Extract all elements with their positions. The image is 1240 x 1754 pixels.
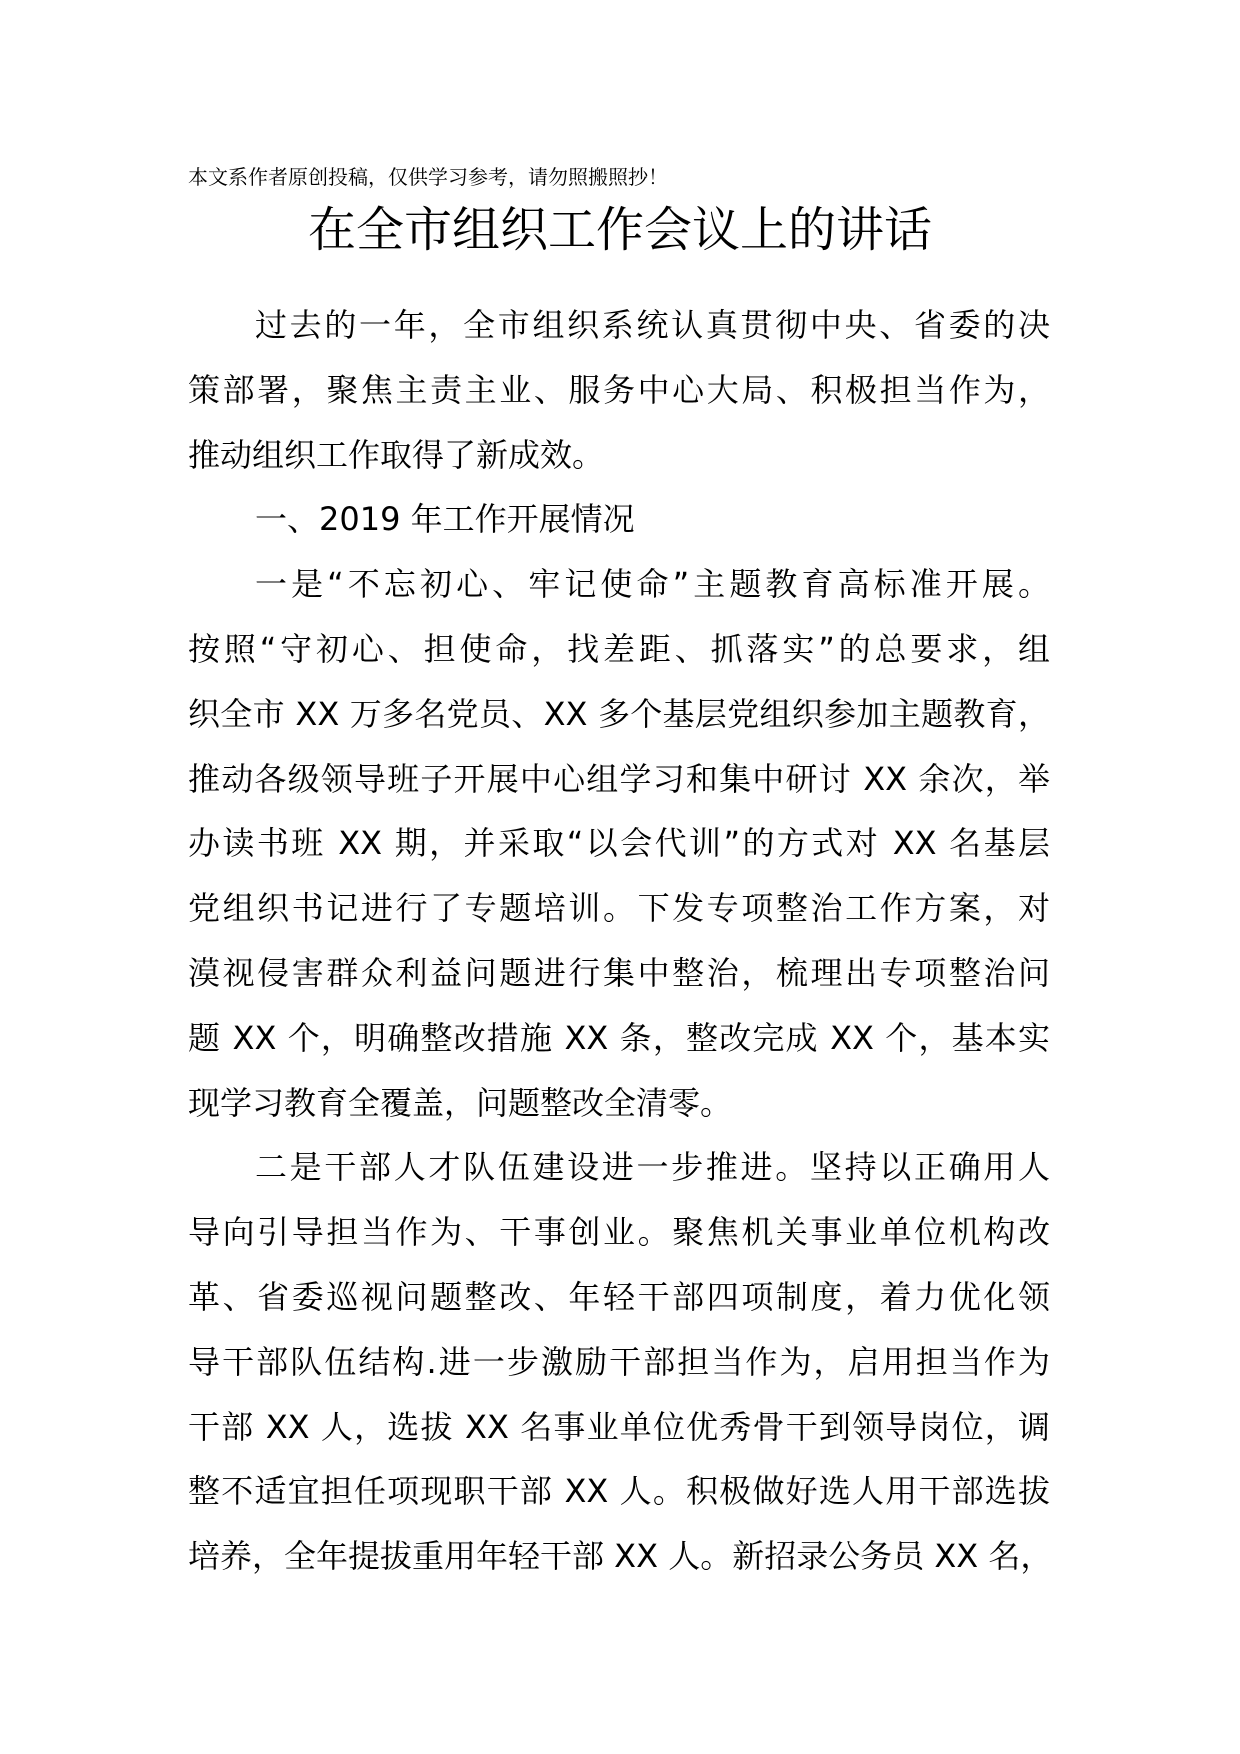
paragraph-line: 培养，全年提拔重用年轻干部 XX 人。新招录公务员 XX 名， (188, 1537, 1053, 1576)
paragraph-line: 党组织书记进行了专题培训。下发专项整治工作方案，对 (188, 889, 1050, 928)
paragraph-line: 办读书班 XX 期，并采取“以会代训”的方式对 XX 名基层 (188, 824, 1050, 863)
paragraph-line: 现学习教育全覆盖，问题整改全清零。 (188, 1083, 733, 1122)
document-title: 在全市组织工作会议上的讲话 (307, 202, 932, 258)
paragraph-line: 一是“不忘初心、牢记使命”主题教育高标准开展。 (255, 565, 1050, 604)
paragraph-line: 革、省委巡视问题整改、年轻干部四项制度，着力优化领 (188, 1277, 1050, 1316)
paragraph-line: 漠视侵害群众利益问题进行集中整治，梳理出专项整治问 (188, 953, 1050, 992)
paragraph-line: 织全市 XX 万多名党员、XX 多个基层党组织参加主题教育， (188, 694, 1050, 733)
paragraph-line: 二是干部人才队伍建设进一步推进。坚持以正确用人 (255, 1148, 1050, 1187)
paragraph-line: 整不适宜担任项现职干部 XX 人。积极做好选人用干部选拔 (188, 1472, 1050, 1511)
paragraph-line: 导向引导担当作为、干事创业。聚焦机关事业单位机构改 (188, 1213, 1050, 1252)
paragraph-line: 导干部队伍结构.进一步激励干部担当作为，启用担当作为 (188, 1342, 1050, 1381)
paragraph-line: 推动组织工作取得了新成效。 (188, 435, 605, 474)
paragraph-line: 题 XX 个，明确整改措施 XX 条，整改完成 XX 个，基本实 (188, 1018, 1050, 1057)
paragraph-line: 推动各级领导班子开展中心组学习和集中研讨 XX 余次，举 (188, 759, 1050, 798)
paragraph-line: 干部 XX 人，选拔 XX 名事业单位优秀骨干到领导岗位，调 (188, 1407, 1050, 1446)
paragraph-line: 一、2019 年工作开展情况 (255, 500, 635, 539)
paragraph-line: 按照“守初心、担使命，找差距、抓落实”的总要求，组 (188, 629, 1050, 668)
copyright-note: 本文系作者原创投稿，仅供学习参考，请勿照搬照抄！ (188, 165, 668, 189)
document-body (188, 293, 1053, 1589)
paragraph-line: 过去的一年，全市组织系统认真贯彻中央、省委的决 (255, 306, 1050, 344)
paragraph-line: 策部署，聚焦主责主业、服务中心大局、积极担当作为， (188, 370, 1050, 409)
